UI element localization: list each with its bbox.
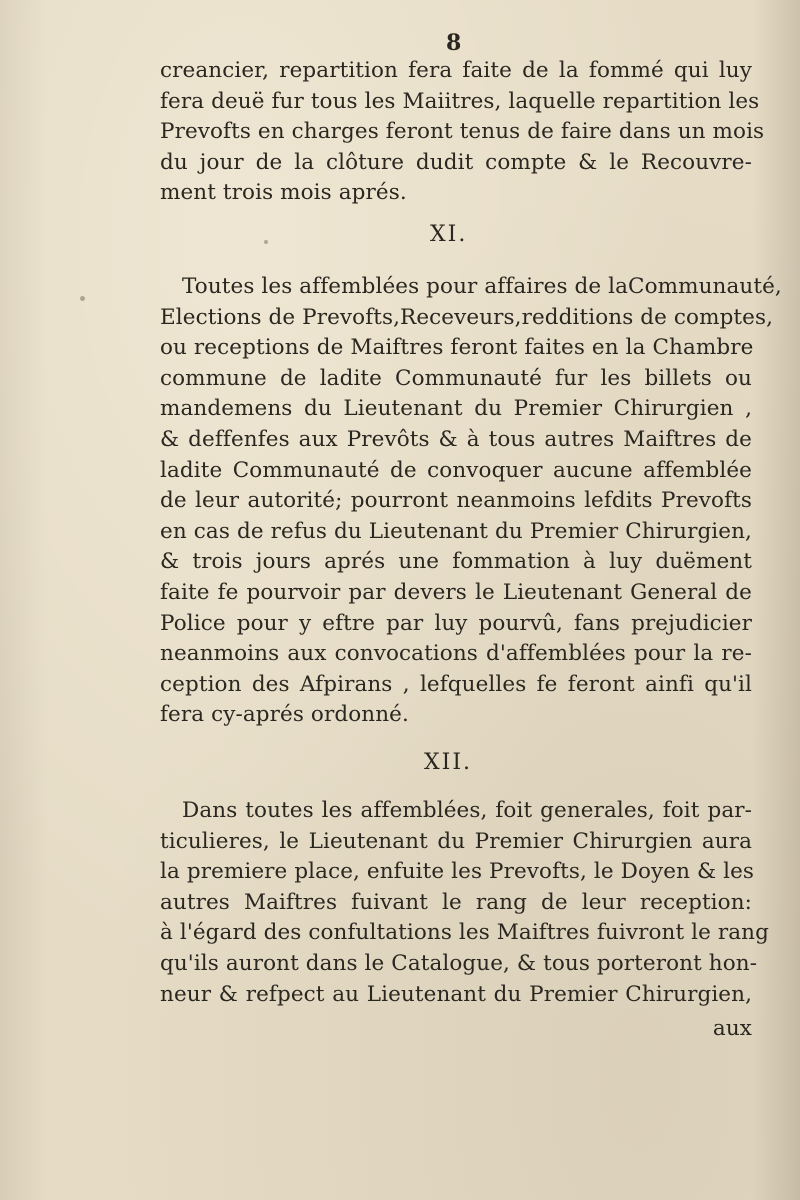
text-line: fera deuë fur tous les Maiitres, laquelle repartition les <box>160 88 760 114</box>
paper-spot <box>264 240 268 244</box>
text-line: fera cy-aprés ordonné. <box>160 702 409 728</box>
article-heading-xii: XII. <box>424 750 473 775</box>
text-line: neanmoins aux convocations d'affemblées pour la re- <box>160 641 752 667</box>
text-line: autres Maiftres fuivant le rang de leur reception: <box>160 889 752 915</box>
text-line: Elections de Prevofts,Receveurs,redditions de comptes, <box>160 304 774 330</box>
text-line: faite fe pourvoir par devers le Lieutenant General de <box>160 579 752 605</box>
article-xii-paragraph <box>160 796 769 1010</box>
article-xi-paragraph <box>160 272 782 731</box>
text-line: qu'ils auront dans le Catalogue, & tous porteront hon- <box>160 950 758 976</box>
text-line: Dans toutes les affemblées, foit generales, foit par- <box>182 798 752 823</box>
text-line: & trois jours aprés une fommation à luy duëment <box>160 549 752 575</box>
paper-spot <box>80 296 85 301</box>
text-line: ception des Afpirans , lefquelles fe feront ainfi qu'il <box>160 671 752 697</box>
text-line: Prevofts en charges feront tenus de faire dans un mois <box>160 119 765 145</box>
page-number: 8 <box>446 30 462 56</box>
text-line: neur & refpect au Lieutenant du Premier Chirurgien, <box>160 981 752 1007</box>
text-line: ou receptions de Maiftres feront faites en la Chambre <box>160 335 754 361</box>
text-line: & deffenfes aux Prevôts & à tous autres Maiftres de <box>160 426 752 452</box>
text-line: ment trois mois aprés. <box>160 180 407 206</box>
text-line: ticulieres, le Lieutenant du Premier Chirurgien aura <box>160 828 752 854</box>
text-line: Police pour y eftre par luy pourvû, fans prejudicier <box>160 610 752 636</box>
text-line: ladite Communauté de convoquer aucune affemblée <box>160 457 752 483</box>
text-line: commune de ladite Communauté fur les billets ou <box>160 365 752 391</box>
paragraph-continued <box>160 56 765 209</box>
text-line: creancier, repartition fera faite de la fommé qui luy <box>160 58 752 83</box>
catchword-block <box>160 1014 752 1045</box>
catchword: aux <box>712 1016 752 1041</box>
text-line: mandemens du Lieutenant du Premier Chirurgien , <box>160 396 752 422</box>
article-heading-xi: XI. <box>430 222 468 247</box>
text-line: en cas de refus du Lieutenant du Premier Chirurgien, <box>160 518 752 544</box>
text-line: à l'égard des confultations les Maiftres fuivront le rang <box>160 920 769 946</box>
text-line: la premiere place, enfuite les Prevofts, le Doyen & les <box>160 859 755 885</box>
text-line: du jour de la clôture dudit compte & le Recouvre- <box>160 149 752 175</box>
text-line: de leur autorité; pourront neanmoins lefdits Prevofts <box>160 488 752 514</box>
text-line: Toutes les affemblées pour affaires de laCommunauté, <box>182 274 782 299</box>
